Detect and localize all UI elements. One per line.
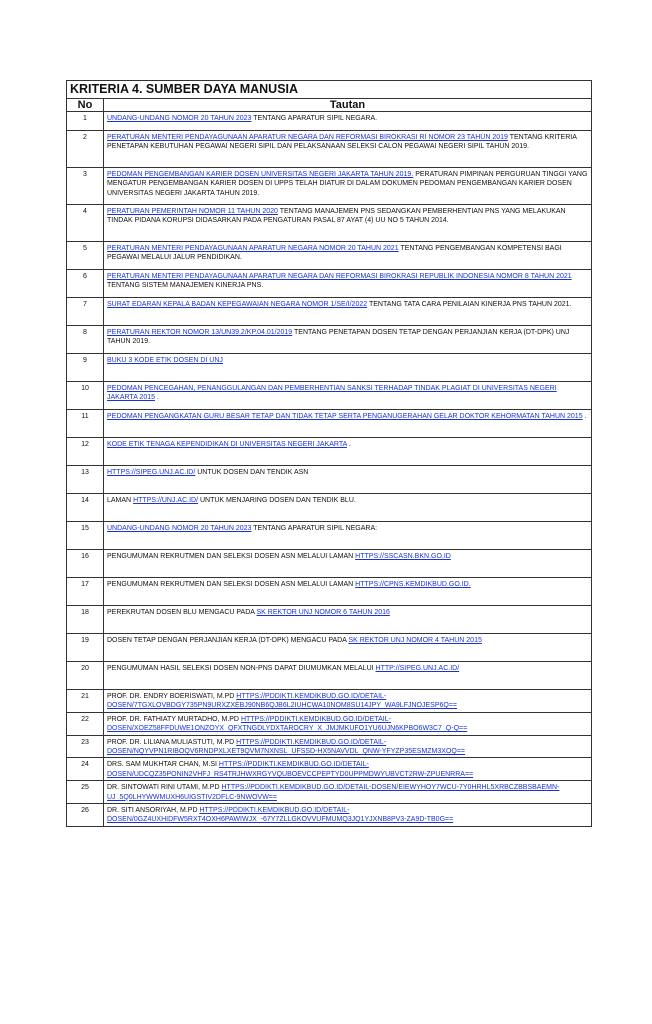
row-tautan bbox=[104, 606, 592, 634]
reference-link[interactable]: HTTPS://PDDIKTI.KEMDIKBUD.GO.ID/DETAIL-DOSEN/NQYVPN1RIBOQV6RNDPXLXET9QVM7NXNSL_UFSSD-HX5NAVVDL_QNW-YFYZP35ESMZM3XOQ== bbox=[107, 738, 466, 756]
row-tautan bbox=[104, 804, 592, 827]
row-tautan bbox=[104, 242, 592, 270]
row-tautan bbox=[104, 662, 592, 690]
table-row bbox=[67, 735, 592, 758]
row-number: 18 bbox=[67, 606, 104, 634]
row-suffix-text: UNTUK MENJARING DOSEN DAN TENDIK BLU. bbox=[199, 497, 356, 504]
reference-link[interactable]: UNDANG-UNDANG NOMOR 20 TAHUN 2023 bbox=[107, 115, 252, 122]
table-title-row bbox=[67, 81, 592, 99]
table-row bbox=[67, 112, 592, 131]
row-tautan bbox=[104, 522, 592, 550]
row-number: 17 bbox=[67, 578, 104, 606]
row-prefix-text: DR. SINTOWATI RINI UTAMI, M.PD bbox=[107, 784, 220, 792]
table-row bbox=[67, 168, 592, 205]
row-prefix-text: DR. SITI ANSORIYAH, M.PD bbox=[107, 807, 198, 815]
row-number: 19 bbox=[67, 634, 104, 662]
row-suffix-text: . bbox=[584, 413, 587, 420]
criteria-table bbox=[66, 80, 592, 827]
reference-link[interactable]: SK REKTOR UNJ NOMOR 4 TAHUN 2015 bbox=[348, 637, 482, 644]
row-prefix-text: LAMAN bbox=[107, 497, 132, 504]
row-number: 15 bbox=[67, 522, 104, 550]
table-row bbox=[67, 522, 592, 550]
row-tautan bbox=[104, 326, 592, 354]
table-row bbox=[67, 662, 592, 690]
table-row bbox=[67, 242, 592, 270]
row-tautan bbox=[104, 205, 592, 242]
reference-link[interactable]: HTTPS://PDDIKTI.KEMDIKBUD.GO.ID/DETAIL-DOSEN/0GZ4UXHIDFW5RXT4OXH6PAWIWJX_-67Y7ZLLGKOVVUFMUMQ3JQ1YJXNB8PV3-ZA9D-TB0G== bbox=[107, 807, 454, 824]
header-tautan: Tautan bbox=[104, 99, 592, 112]
row-number: 8 bbox=[67, 326, 104, 354]
reference-link[interactable]: HTTPS://PDDIKTI.KEMDIKBUD.GO.ID/DETAIL-DOSEN/7TGXLOVBDGY735PN9URXZXEBJ90NB6QJB6L2IUHCWA10NOM8SU14JPY_WA9LFJNOJESP6Q== bbox=[107, 693, 457, 710]
row-suffix-text: TENTANG PENETAPAN DOSEN TETAP DENGAN PERJANJIAN KERJA (DT-DPK) UNJ TAHUN 2019. bbox=[107, 329, 570, 346]
table-row bbox=[67, 550, 592, 578]
row-suffix-text: . bbox=[156, 394, 159, 402]
row-number: 6 bbox=[67, 270, 104, 298]
reference-link[interactable]: PEDOMAN PENGANGKATAN GURU BESAR TETAP DAN TIDAK TETAP SERTA PENGANUGERAHAN GELAR DOKTOR KEHORMATAN TAHUN 2015 bbox=[107, 413, 583, 420]
row-suffix-text: UNTUK DOSEN DAN TENDIK ASN bbox=[197, 469, 309, 476]
reference-link[interactable]: HTTPS://CPNS.KEMDIKBUD.GO.ID. bbox=[355, 581, 471, 588]
row-number: 4 bbox=[67, 205, 104, 242]
row-number: 3 bbox=[67, 168, 104, 205]
row-prefix-text: PROF. DR. LILIANA MULIASTUTI, M.PD bbox=[107, 738, 235, 746]
table-row bbox=[67, 410, 592, 438]
row-suffix-text: TENTANG MANAJEMEN PNS SEDANGKAN PEMBERHENTIAN PNS YANG MELAKUKAN TINDAK PIDANA KORUPSI DIDASARKAN PADA PENGATURAN PASAL 87 AYAT (4) UU NO 5 TAHUN 2014. bbox=[107, 208, 566, 225]
row-number: 13 bbox=[67, 466, 104, 494]
reference-link[interactable]: PERATURAN MENTERI PENDAYAGUNAAN APARATUR NEGARA DAN REFORMASI BIROKRASI REPUBLIK INDONESIA NOMOR 8 TAHUN 2021 bbox=[107, 273, 572, 280]
table-row bbox=[67, 270, 592, 298]
row-prefix-text: DRS. SAM MUKHTAR CHAN, M.SI bbox=[107, 761, 217, 769]
row-tautan bbox=[104, 438, 592, 466]
table-row bbox=[67, 634, 592, 662]
reference-link[interactable]: PEDOMAN PENCEGAHAN, PENANGGULANGAN DAN PEMBERHENTIAN SANKSI TERHADAP TINDAK PLAGIAT DI UNIVERSITAS NEGERI JAKARTA 2015 bbox=[107, 385, 557, 402]
row-number: 12 bbox=[67, 438, 104, 466]
row-number: 20 bbox=[67, 662, 104, 690]
reference-link[interactable]: HTTPS://PDDIKTI.KEMDIKBUD.GO.ID/DETAIL-DOSEN/XOEZ58FFDUWE1ONZOYX_QFXTNGDLYDXTAROCRY_X_JMJMKUFO1YU6UJN6KPBO6W3C7_Q-Q== bbox=[107, 715, 468, 733]
table-row bbox=[67, 382, 592, 410]
row-tautan bbox=[104, 410, 592, 438]
row-number: 22 bbox=[67, 712, 104, 735]
reference-link[interactable]: PEDOMAN PENGEMBANGAN KARIER DOSEN UNIVERSITAS NEGERI JAKARTA TAHUN 2019. bbox=[107, 171, 414, 178]
row-number: 7 bbox=[67, 298, 104, 326]
table-row bbox=[67, 205, 592, 242]
reference-link[interactable]: BUKU 3 KODE ETIK DOSEN DI UNJ bbox=[107, 357, 223, 364]
row-suffix-text: TENTANG KRITERIA PENETAPAN KEBUTUHAN PEGAWAI NEGERI SIPIL DAN PELAKSANAAN SELEKSI CALON PEGAWAI NEGERI SIPIL TAHUN 2019. bbox=[107, 134, 577, 151]
table-title: KRITERIA 4. SUMBER DAYA MANUSIA bbox=[67, 81, 592, 99]
row-tautan bbox=[104, 578, 592, 606]
reference-link[interactable]: PERATURAN MENTERI PENDAYAGUNAAN APARATUR NEGARA DAN REFORMASI BIROKRASI RI NOMOR 23 TAHUN 2019 bbox=[107, 134, 508, 141]
header-no: No bbox=[67, 99, 104, 112]
reference-link[interactable]: HTTPS://SSCASN.BKN.GO.ID bbox=[355, 553, 451, 560]
row-tautan bbox=[104, 298, 592, 326]
table-row bbox=[67, 690, 592, 713]
row-tautan bbox=[104, 494, 592, 522]
row-number: 25 bbox=[67, 781, 104, 804]
reference-link[interactable]: HTTPS://PDDIKTI.KEMDIKBUD.GO.ID/DETAIL-DOSEN/EIEWYHOY7WCU-7Y0HRHL5XRBCZBBSBAEMN-UJ_5Q0LHYWWMUXH6UIGSTIV2DFLC-9NWOVW== bbox=[107, 784, 560, 801]
table-row bbox=[67, 354, 592, 382]
reference-link[interactable]: HTTPS://SIPEG.UNJ.AC.ID/ bbox=[107, 469, 196, 476]
reference-link[interactable]: HTTPS://PDDIKTI.KEMDIKBUD.GO.ID/DETAIL-DOSEN/UDCQZ35PONIN2VHFJ_RS4TRJHWXRGYVQUBOEVCCPEPTYD0UPPMDWYUBVCT2RW-ZPUENRRA== bbox=[107, 761, 474, 778]
row-number: 9 bbox=[67, 354, 104, 382]
table-row bbox=[67, 804, 592, 827]
row-suffix-text: TENTANG APARATUR SIPIL NEGARA. bbox=[253, 115, 378, 122]
reference-link[interactable]: KODE ETIK TENAGA KEPENDIDIKAN DI UNIVERSITAS NEGERI JAKARTA bbox=[107, 441, 347, 448]
row-prefix-text: PEREKRUTAN DOSEN BLU MENGACU PADA bbox=[107, 609, 255, 616]
row-suffix-text: . bbox=[348, 441, 351, 448]
table-row bbox=[67, 781, 592, 804]
row-number: 21 bbox=[67, 690, 104, 713]
row-prefix-text: PENGUMUMAN REKRUTMEN DAN SELEKSI DOSEN ASN MELALUI LAMAN bbox=[107, 581, 354, 588]
row-tautan bbox=[104, 382, 592, 410]
row-prefix-text: DOSEN TETAP DENGAN PERJANJIAN KERJA (DT-DPK) MENGACU PADA bbox=[107, 637, 347, 644]
row-suffix-text: TENTANG SISTEM MANAJEMEN KINERJA PNS. bbox=[107, 282, 264, 290]
row-tautan bbox=[104, 781, 592, 804]
row-prefix-text: PROF. DR. ENDRY BOERISWATI, M.PD bbox=[107, 693, 235, 700]
reference-link[interactable]: UNDANG-UNDANG NOMOR 20 TAHUN 2023 bbox=[107, 525, 252, 532]
row-tautan bbox=[104, 131, 592, 168]
reference-link[interactable]: PERATURAN MENTERI PENDAYAGUNAAN APARATUR NEGARA NOMOR 20 TAHUN 2021 bbox=[107, 245, 399, 252]
reference-link[interactable]: HTTP://SIPEG.UNJ.AC.ID/ bbox=[375, 665, 460, 672]
row-tautan bbox=[104, 712, 592, 735]
table-row bbox=[67, 578, 592, 606]
row-suffix-text: TENTANG PENGEMBANGAN KOMPETENSI BAGI PEGAWAI MELALUI JALUR PENDIDIKAN. bbox=[107, 245, 562, 262]
table-row bbox=[67, 494, 592, 522]
row-number: 24 bbox=[67, 758, 104, 781]
reference-link[interactable]: PERATURAN REKTOR NOMOR 13/UN39.2/KP.04.01/2019 bbox=[107, 329, 293, 336]
row-tautan bbox=[104, 735, 592, 758]
reference-link[interactable]: SK REKTOR UNJ NOMOR 6 TAHUN 2016 bbox=[256, 609, 390, 616]
row-suffix-text: PERATURAN PIMPINAN PERGURUAN TINGGI YANG MENGATUR PENGEMBANGAN KARIER DOSEN DI UPPS TELAH DIATUR DI DALAM DOKUMEN PEDOMAN PENGEMBANGAN KARIER DOSEN UNIVERSITAS NEGERI JAKARTA TAHUN 2019. bbox=[107, 171, 588, 197]
row-tautan bbox=[104, 550, 592, 578]
table-header-row bbox=[67, 99, 592, 112]
row-tautan bbox=[104, 168, 592, 205]
table-row bbox=[67, 712, 592, 735]
row-prefix-text: PENGUMUMAN HASIL SELEKSI DOSEN NON-PNS DAPAT DIUMUMKAN MELALUI bbox=[107, 665, 374, 672]
row-number: 14 bbox=[67, 494, 104, 522]
table-row bbox=[67, 326, 592, 354]
row-number: 23 bbox=[67, 735, 104, 758]
row-number: 11 bbox=[67, 410, 104, 438]
reference-link[interactable]: SURAT EDARAN KEPALA BADAN KEPEGAWAIAN NEGARA NOMOR 1/SE/I/2022 bbox=[107, 301, 368, 308]
row-tautan bbox=[104, 634, 592, 662]
table-row bbox=[67, 131, 592, 168]
row-tautan bbox=[104, 690, 592, 713]
row-tautan bbox=[104, 354, 592, 382]
row-suffix-text: TENTANG APARATUR SIPIL NEGARA: bbox=[253, 525, 378, 532]
row-number: 2 bbox=[67, 131, 104, 168]
row-suffix-text: TENTANG TATA CARA PENILAIAN KINERJA PNS TAHUN 2021. bbox=[368, 301, 572, 308]
row-number: 26 bbox=[67, 804, 104, 827]
reference-link[interactable]: HTTPS://UNJ.AC.ID/ bbox=[133, 497, 199, 504]
row-number: 1 bbox=[67, 112, 104, 131]
table-body bbox=[67, 112, 592, 827]
row-prefix-text: PROF. DR. FATHIATY MURTADHO, M.PD bbox=[107, 715, 239, 723]
row-tautan bbox=[104, 112, 592, 131]
row-tautan bbox=[104, 758, 592, 781]
document-sheet bbox=[66, 80, 591, 827]
table-row bbox=[67, 606, 592, 634]
row-prefix-text: PENGUMUMAN REKRUTMEN DAN SELEKSI DOSEN ASN MELALUI LAMAN bbox=[107, 553, 354, 560]
row-tautan bbox=[104, 270, 592, 298]
reference-link[interactable]: PERATURAN PEMERINTAH NOMOR 11 TAHUN 2020 bbox=[107, 208, 278, 215]
table-row bbox=[67, 438, 592, 466]
row-number: 16 bbox=[67, 550, 104, 578]
row-tautan bbox=[104, 466, 592, 494]
table-row bbox=[67, 758, 592, 781]
table-row bbox=[67, 298, 592, 326]
table-row bbox=[67, 466, 592, 494]
row-number: 10 bbox=[67, 382, 104, 410]
row-number: 5 bbox=[67, 242, 104, 270]
